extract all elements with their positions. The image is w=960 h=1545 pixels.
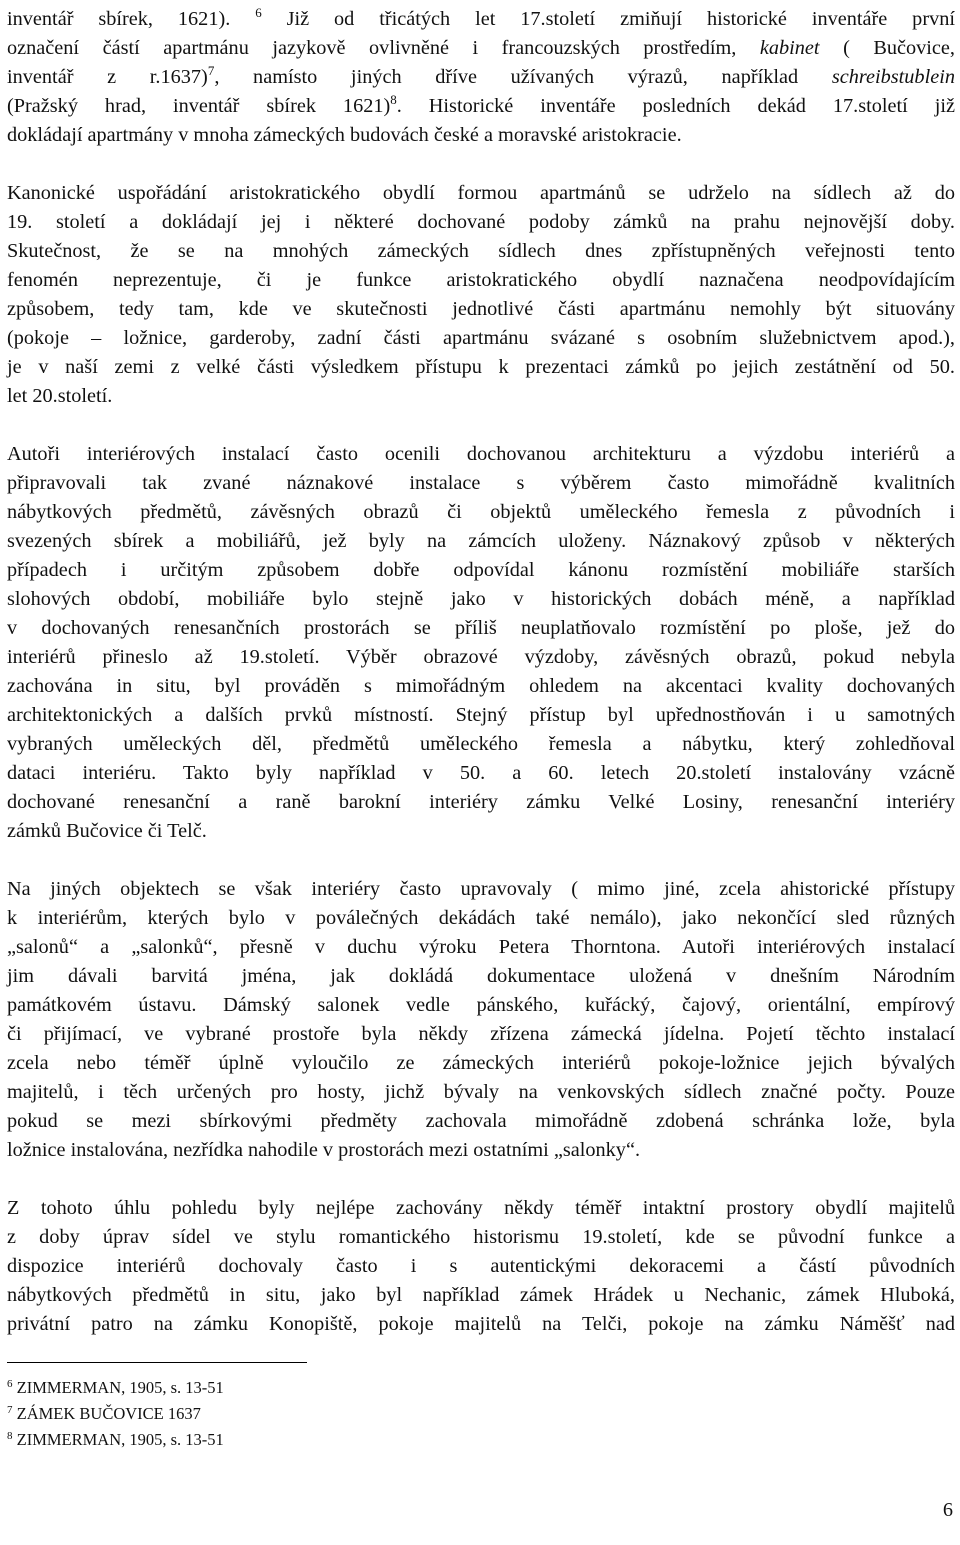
text-line: architektonických a dalších prvků místností. Stejný přístup byl upřednostňován i u samotných bbox=[7, 704, 955, 726]
text-line: Z tohoto úhlu pohledu byly nejlépe zachovány někdy téměř intaktní prostory obydlí majitelů bbox=[7, 1197, 955, 1219]
text-line: k interiérům, kterých bylo v poválečných dekádách také nemálo), jako nekončící sled různých bbox=[7, 907, 955, 929]
text-line: dokládají apartmány v mnoha zámeckých budovách české a moravské aristokracie. bbox=[7, 124, 682, 146]
text-line: dochované renesanční a raně barokní interiéry zámku Velké Losiny, renesanční interiéry bbox=[7, 791, 955, 813]
text-line: z doby úprav sídel ve stylu romantického historismu 19.století, kde se původní funkce a bbox=[7, 1226, 955, 1248]
text-line: pokud se mezi sbírkovými předměty zachovala mimořádně zdobená schránka lože, byla bbox=[7, 1110, 955, 1132]
text-line: památkovém ústavu. Dámský salonek vedle pánského, kuřácký, čajový, orientální, empírový bbox=[7, 994, 955, 1016]
text-line: majitelů, i těch určených pro hosty, jichž bývaly na venkovských sídlech značné počty. Pouze bbox=[7, 1081, 955, 1103]
text-line: privátní patro na zámku Konopiště, pokoje majitelů na Telči, pokoje na zámku Náměšť nad bbox=[7, 1313, 955, 1335]
text-line: způsobem, tedy tam, kde ve skutečnosti jednotlivé části apartmánu nemohly být situovány bbox=[7, 298, 955, 320]
text-line: nábytkových předmětů in situ, jako byl například zámek Hrádek u Nechanic, zámek Hluboká, bbox=[7, 1284, 955, 1306]
footnote: $^7$ ZÁMEK BUČOVICE 1637 bbox=[7, 1404, 201, 1423]
text-line: zcela nebo téměř úplně vyloučilo ze zámeckých interiérů pokoje-ložnice jejich bývalých bbox=[7, 1052, 955, 1074]
text-line: svezených sbírek a mobiliářů, jež byly na zámcích uloženy. Náznakový způsob v některých bbox=[7, 530, 955, 552]
footnote-number: 6 bbox=[7, 1378, 13, 1390]
footnote-ref: 7 bbox=[207, 63, 215, 78]
footnote-separator bbox=[7, 1362, 307, 1363]
text-line: či přijímací, ve vybrané prostoře byla někdy zřízena zámecká jídelna. Pojetí těchto instalací bbox=[7, 1023, 955, 1045]
text-line: 19. století a dokládají jej i některé dochované podoby zámků na prahu nejnovější doby. bbox=[7, 211, 955, 233]
text-line: ložnice instalována, nezřídka nahodile v prostorách mezi ostatními „salonky“. bbox=[7, 1139, 641, 1161]
text-line: (Pražský hrad, inventář sbírek 1621)$^8$. Historické inventáře posledních dekád 17.století již bbox=[7, 92, 956, 117]
footnote: $^6$ ZIMMERMAN, 1905, s. 13-51 bbox=[7, 1378, 224, 1397]
text-line: označení částí apartmánu jazykově ovlivněné i francouzských prostředím, kabinet ( Bučovice, bbox=[7, 37, 956, 59]
text-line: vybraných uměleckých děl, předmětů uměleckého řemesla a nábytku, který zohledňoval bbox=[7, 733, 955, 755]
text-line: nábytkových předmětů, závěsných obrazů či objektů uměleckého řemesla z původních i bbox=[7, 501, 955, 523]
text-line: fenomén neprezentuje, či je funkce aristokratického obydlí naznačena neodpovídajícím bbox=[7, 269, 955, 291]
text-line: inventář sbírek, 1621). $^6$ Již od třicátých let 17.století zmiňují historické inventáře první bbox=[7, 5, 955, 30]
text-line: (pokoje – ložnice, garderoby, zadní části apartmánu svázané s osobním služebnictvem apod.), bbox=[7, 327, 955, 349]
text-line: Na jiných objektech se však interiéry často upravovaly ( mimo jiné, zcela ahistorické přístupy bbox=[7, 878, 955, 900]
footnote-number: 8 bbox=[7, 1430, 13, 1442]
text-line: zachována in situ, byl prováděn s mimořádným ohledem na akcentaci kvality dochovaných bbox=[7, 675, 955, 697]
footnote-ref: 8 bbox=[390, 92, 397, 107]
text-line: je v naší zemi z velké části výsledkem přístupu k prezentaci zámků po jejich zestátnění od 50. bbox=[7, 356, 955, 378]
text-line: případech i určitým způsobem dobře odpovídal kánonu rozmístění mobiliáře starších bbox=[7, 559, 955, 581]
text-line: dispozice interiérů dochovaly často i s autentickými dekoracemi a částí původních bbox=[7, 1255, 955, 1277]
text-line: „salonů“ a „salonků“, přesně v duchu výroku Petera Thorntona. Autoři interiérových instalací bbox=[7, 936, 955, 958]
text-line: Skutečnost, že se na mnohých zámeckých sídlech dnes zpřístupněných veřejnosti tento bbox=[7, 240, 955, 262]
text-line: Kanonické uspořádání aristokratického obydlí formou apartmánů se udrželo na sídlech až do bbox=[7, 182, 955, 204]
text-line: slohových období, mobiliáře bylo stejně jako v historických dobách méně, a například bbox=[7, 588, 955, 610]
text-line: Autoři interiérových instalací často ocenili dochovanou architekturu a výzdobu interiérů a bbox=[7, 443, 955, 465]
text-line: připravovali tak zvané náznakové instalace s výběrem často mimořádně kvalitních bbox=[7, 472, 955, 494]
text-line: let 20.století. bbox=[7, 385, 113, 407]
footnote-ref: 6 bbox=[255, 5, 262, 20]
text-line: interiérů přineslo až 19.století. Výběr obrazové výzdoby, závěsných obrazů, pokud nebyla bbox=[7, 646, 955, 668]
text-line: inventář z r.1637)$^7$, namísto jiných dříve užívaných výrazů, například schreibstublein bbox=[7, 63, 955, 88]
page-number: 6 bbox=[942, 1499, 953, 1521]
text-line: jim dávali barvitá jména, jak dokládá dokumentace uložená v dnešním Národním bbox=[7, 965, 955, 987]
footnote-number: 7 bbox=[7, 1404, 13, 1416]
text-line: v dochovaných renesančních prostorách se příliš neuplatňovalo rozmístění po ploše, jež do bbox=[7, 617, 955, 639]
text-line: dataci interiéru. Takto byly například v 50. a 60. letech 20.století instalovány vzácně bbox=[7, 762, 955, 784]
text-line: zámků Bučovice či Telč. bbox=[7, 820, 207, 842]
footnote: $^8$ ZIMMERMAN, 1905, s. 13-51 bbox=[7, 1430, 224, 1449]
